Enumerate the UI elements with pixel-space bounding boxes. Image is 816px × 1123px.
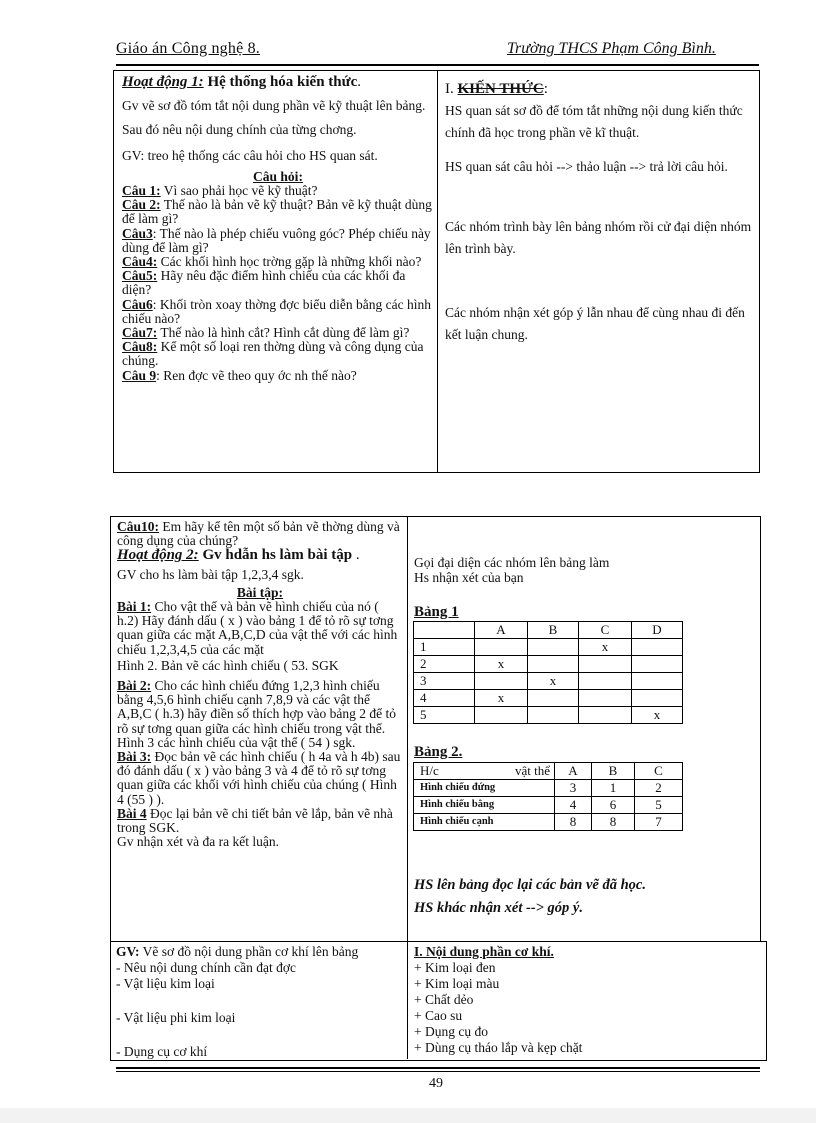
question-text: : Thế nào là phép chiếu vuông góc? Phép chiếu này dùng để làm gì?	[122, 225, 431, 255]
question-item	[122, 369, 434, 383]
bang-2-title: Bảng 2.	[414, 744, 463, 760]
bang-2-cell: 7	[635, 814, 683, 831]
question-item	[122, 255, 434, 269]
footer-divider-bottom	[116, 1071, 760, 1072]
knowledge-heading: KIẾN THỨC	[457, 81, 544, 97]
bang-1-title: Bảng 1	[414, 604, 459, 620]
t3-left-item: - Nêu nội dung chính cần đạt đợc	[116, 960, 296, 975]
bang-1-cell	[579, 707, 632, 724]
bang-2-table	[413, 762, 683, 831]
t1-left-line-3: GV: treo hệ thống các câu hỏi cho HS quan sát.	[122, 147, 378, 163]
bang-2-corner-right: vật thể	[514, 763, 550, 778]
question-10-text: Em hãy kể tên một số bản vẽ thờng dùng và công dụng của chúng?	[117, 520, 400, 549]
question-text: Thế nào là hình cắt? Hình cắt dùng để làm gì?	[157, 325, 410, 341]
bang-1-cell	[528, 639, 579, 656]
closing-line-2: HS khác nhận xét --> góp ý.	[414, 900, 583, 916]
exercise-2-text: Cho các hình chiếu đứng 1,2,3 hình chiếu bằng 4,5,6 hình chiếu cạnh 7,8,9 và các vật thể A,B,C ( h.3) hãy điền số thích hợp vào bảng 2 để tỏ rõ sự tơng quan giữa các hình chiếu trong vật thể.	[117, 678, 396, 736]
t3-right-item: + Dụng cụ đo	[414, 1024, 488, 1039]
bang-1-header-cell: C	[579, 622, 632, 639]
table-row	[414, 780, 683, 797]
table-row	[414, 814, 683, 831]
questions-heading: Câu hỏi:	[253, 168, 303, 184]
table-row	[414, 639, 683, 656]
table-2-divider	[407, 516, 408, 941]
t3-right-item: + Kim loại đen	[414, 960, 496, 975]
question-text: Hãy nêu đặc điểm hình chiếu của các khối đa diện?	[122, 268, 406, 298]
t3-right-item: + Cao su	[414, 1008, 463, 1023]
exercise-4-label: Bài 4	[117, 805, 147, 821]
bang-2-cell: 3	[555, 780, 592, 797]
exercise-2	[117, 679, 403, 736]
bang-1-cell: x	[632, 707, 683, 724]
question-item	[122, 340, 434, 368]
t3-left-item: - Dụng cụ cơ khí	[116, 1044, 208, 1059]
knowledge-heading-colon: :	[543, 81, 548, 97]
question-10-label: Câu10:	[117, 520, 160, 534]
question-item	[122, 198, 434, 226]
bang-1-cell	[475, 707, 528, 724]
t2-right-p2: Hs nhận xét của bạn	[414, 570, 524, 585]
header-divider	[116, 64, 759, 66]
table-row	[414, 797, 683, 814]
activity-1-dot: .	[357, 75, 362, 90]
exercises-heading: Bài tập:	[236, 584, 284, 600]
question-item	[122, 298, 434, 326]
question-label: Câu6	[122, 296, 153, 312]
activity-2-label: Hoạt động 2:	[117, 547, 199, 564]
t1-right-p2: HS quan sát câu hỏi --> thảo luận --> trả lời câu hỏi.	[445, 159, 728, 174]
bang-1-cell	[528, 707, 579, 724]
bang-1-cell: 2	[414, 656, 475, 673]
bang-2-corner	[414, 763, 555, 780]
exercise-2-figure: Hình 3 các hình chiếu của vật thể ( 54 ) sgk.	[117, 734, 356, 750]
bang-1-cell: 3	[414, 673, 475, 690]
table-row	[414, 673, 683, 690]
bang-1-header-cell: B	[528, 622, 579, 639]
exercise-1-figure: Hình 2. Bản vẽ các hình chiếu ( 53. SGK	[117, 657, 339, 673]
bang-1-header-cell: A	[475, 622, 528, 639]
table-3-right-cell	[414, 944, 760, 1056]
question-item	[122, 227, 434, 255]
question-text: : Ren đợc vẽ theo quy ớc nh thế nào?	[156, 367, 357, 383]
page-number: 49	[429, 1076, 443, 1091]
question-list	[122, 184, 434, 383]
bang-1-cell	[475, 639, 528, 656]
question-text: Thế nào là bản vẽ kỹ thuật? Bản vẽ kỹ thuật dùng để làm gì?	[122, 197, 432, 227]
exercise-2-label: Bài 2:	[117, 678, 152, 694]
bang-2-cell: 2	[635, 780, 683, 797]
bang-1-table	[413, 621, 683, 724]
bang-2-row-label: Hình chiếu đứng	[414, 780, 555, 797]
exercise-1-text: Cho vật thể và bản vẽ hình chiếu của nó ( h.2) Hãy đánh dấu ( x ) vào bảng 1 để tỏ rõ sự tơng quan giữa các mặt A,B,C,D của vật thể với các hình chiếu 1,2,3,4,5 của các mặt	[117, 599, 398, 657]
t1-left-line-1: Gv vẽ sơ đồ tóm tắt nội dung phần vẽ kỹ thuật lên bảng.	[122, 97, 426, 113]
t1-right-p4: Các nhóm nhận xét góp ý lẫn nhau để cùng nhau đi đến kết luận chung.	[445, 305, 745, 342]
t3-right-item: + Kim loại màu	[414, 976, 500, 991]
bang-1-cell	[579, 656, 632, 673]
table-row	[414, 656, 683, 673]
table-row	[414, 707, 683, 724]
bang-1-cell	[632, 639, 683, 656]
exercise-3	[117, 750, 403, 807]
bang-1-header-cell: D	[632, 622, 683, 639]
bang-1-cell: x	[528, 673, 579, 690]
t3-left-item: - Vật liệu phi kim loại	[116, 1010, 236, 1025]
exercise-4	[117, 807, 403, 835]
bang-2-corner-left: H/c	[420, 763, 439, 778]
bang-2-cell: 1	[592, 780, 635, 797]
question-item	[122, 269, 434, 297]
page-bottom-strip	[0, 1108, 816, 1123]
bang-1-cell	[632, 656, 683, 673]
question-10	[117, 520, 403, 548]
bang-1-cell	[579, 690, 632, 707]
bang-1-cell	[528, 656, 579, 673]
t3-left-item: - Vật liệu kim loại	[116, 976, 215, 991]
question-text: : Khối tròn xoay thờng đợc biểu diễn bằng các hình chiếu nào?	[122, 296, 431, 326]
mechanics-heading: I. Nội dung phần cơ khí.	[414, 944, 554, 959]
header-right: Trường THCS Phạm Công Bình.	[507, 40, 716, 57]
t1-right-p3: Các nhóm trình bày lên bảng nhóm rồi cử đại diện nhóm lên trình bày.	[445, 219, 752, 256]
table-row	[414, 690, 683, 707]
header-left: Giáo án Công nghệ 8.	[116, 40, 260, 57]
question-item	[122, 184, 434, 198]
bang-2-cell: 8	[592, 814, 635, 831]
gv-label: GV:	[116, 944, 140, 959]
bang-1-cell: x	[579, 639, 632, 656]
exercise-1-label: Bài 1:	[117, 599, 152, 615]
activity-2-dot: .	[352, 547, 360, 564]
t3-right-item: + Chất dẻo	[414, 992, 474, 1007]
question-text: Các khối hình học trờng gặp là những khối nào?	[157, 254, 422, 270]
question-label: Câu4:	[122, 254, 158, 270]
exercise-3-label: Bài 3:	[117, 749, 152, 765]
question-label: Câu7:	[122, 325, 158, 341]
table-3-left-cell	[116, 944, 404, 1060]
bang-2-header-cell: B	[592, 763, 635, 780]
bang-2-header-cell: A	[555, 763, 592, 780]
table-3-divider	[407, 941, 408, 1059]
bang-2-cell: 4	[555, 797, 592, 814]
activity-1-title: Hệ thống hóa kiến thức	[207, 75, 358, 90]
bang-1-cell: 4	[414, 690, 475, 707]
exercise-3-text: Đọc bản vẽ các hình chiếu ( h 4a và h 4b) sau đó đánh dấu ( x ) vào bảng 3 và 4 để tỏ rõ sự tơng quan giữa các khối với hình chiếu của chúng ( Hình 4 (55 ) ).	[117, 749, 401, 807]
bang-1-cell: x	[475, 690, 528, 707]
bang-1-cell	[475, 673, 528, 690]
bang-2-row-label: Hình chiếu bằng	[414, 797, 555, 814]
gv-text: Vẽ sơ đồ nội dung phần cơ khí lên bảng	[139, 944, 359, 959]
activity-1-label: Hoạt động 1:	[122, 75, 204, 90]
t1-left-line-2: Sau đó nêu nội dung chính của từng chơng.	[122, 121, 357, 137]
table-1-divider	[437, 70, 438, 472]
bang-2-row-label: Hình chiếu cạnh	[414, 814, 555, 831]
question-label: Câu8:	[122, 339, 158, 355]
exercise-4-text: Đọc lại bản vẽ chi tiết bản vẽ lắp, bản vẽ nhà trong SGK.	[117, 805, 393, 836]
bang-1-cell	[632, 690, 683, 707]
bang-1-cell: 5	[414, 707, 475, 724]
table-1-right-cell	[445, 78, 753, 346]
question-label: Câu 9	[122, 367, 157, 383]
bang-1-cell: x	[475, 656, 528, 673]
t3-right-item: + Dùng cụ tháo lắp và kẹp chặt	[414, 1040, 583, 1055]
bang-2-cell: 5	[635, 797, 683, 814]
t2-intro: GV cho hs làm bài tập 1,2,3,4 sgk.	[117, 566, 304, 582]
footer-divider-top	[116, 1067, 760, 1069]
question-label: Câu5:	[122, 268, 158, 284]
closing-line-1: HS lên bảng đọc lại các bản vẽ đã học.	[414, 877, 646, 893]
t2-right-p1: Gọi đại diện các nhóm lên bảng làm	[414, 555, 610, 570]
bang-1-cell	[528, 690, 579, 707]
bang-1-cell: 1	[414, 639, 475, 656]
bang-1-cell	[632, 673, 683, 690]
t1-right-p1: HS quan sát sơ đồ để tóm tắt những nội dung kiến thức chính đã học trong phần vẽ kĩ thuật.	[445, 103, 743, 140]
t2-closing-note: Gv nhận xét và đa ra kết luận.	[117, 834, 279, 850]
question-text: Kể một số loại ren thờng dùng và công dụng của chúng.	[122, 339, 424, 369]
bang-2-cell: 8	[555, 814, 592, 831]
question-text: Vì sao phải học vẽ kỹ thuật?	[160, 183, 318, 198]
table-2-right-cell	[414, 555, 754, 585]
bang-1-header-cell	[414, 622, 475, 639]
question-item	[122, 326, 434, 340]
bang-2-header-cell: C	[635, 763, 683, 780]
exercise-1	[117, 600, 403, 657]
bang-1-cell	[579, 673, 632, 690]
knowledge-heading-num: I.	[445, 81, 454, 97]
question-label: Câu3	[122, 225, 153, 241]
question-label: Câu 2:	[122, 197, 161, 213]
activity-2-title: Gv hdẫn hs làm bài tập	[198, 547, 353, 564]
table-2-left-cell	[117, 520, 403, 940]
table-1-left-cell	[122, 75, 434, 469]
question-label: Câu 1:	[122, 183, 161, 198]
bang-2-cell: 6	[592, 797, 635, 814]
